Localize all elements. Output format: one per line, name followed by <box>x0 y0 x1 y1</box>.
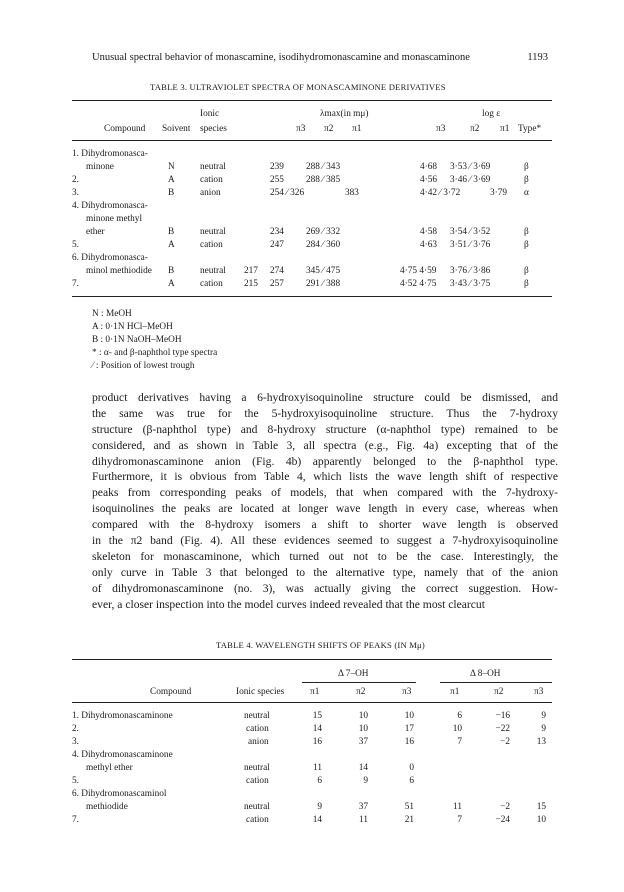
t3-row4-loge3: 4·58 <box>420 227 438 237</box>
t4-row1-a1: 15 <box>312 711 322 721</box>
t4-row4-species: neutral <box>244 763 270 773</box>
t3-row2-loge2: 3·46 ⁄ 3·69 <box>450 175 491 185</box>
t3-row3-loge1: 3·79 <box>490 188 508 198</box>
paragraph-line-8: isoquinolines the peaks are located at longer wave length in every case, whereas when <box>92 502 558 516</box>
t3-row7-compound: 7. <box>72 279 79 289</box>
t4-head-b2: π2 <box>494 687 504 697</box>
t3-row7-extra: 215 <box>244 279 258 289</box>
paragraph-line-7: peaks from corresponding peaks of models, that when compared with the 7-hydroxy- <box>92 486 558 500</box>
t4-row1-a3: 10 <box>404 711 414 721</box>
t4-row2-a1: 14 <box>312 724 322 734</box>
t4-row2-species: cation <box>246 724 269 734</box>
t3-head-pi3b: π3 <box>436 124 446 134</box>
t4-row6-a3: 51 <box>404 802 414 812</box>
t3-row6-compound-cont: minol methiodide <box>86 266 152 276</box>
t3-row4-species: neutral <box>200 227 226 237</box>
t3-row2-compound: 2. <box>72 175 79 185</box>
t4-row7-a2: 11 <box>359 815 368 825</box>
t3-note-1: N : MeOH <box>92 309 132 319</box>
paragraph-line-10: in the π2 band (Fig. 4). All these evidences seemed to suggest a 7-hydroxyisoquinoline <box>92 534 558 548</box>
t3-row4-loge2: 3·54 ⁄ 3·52 <box>450 227 491 237</box>
table4-head-rule <box>72 702 552 703</box>
t4-row2-a2: 10 <box>358 724 368 734</box>
t3-row5-solvent: A <box>168 240 175 250</box>
t3-row5-species: cation <box>200 240 223 250</box>
paragraph-line-2: the same was true for the 5-hydroxyisoquinoline structure. Thus the 7-hydroxy <box>92 406 558 420</box>
t4-head-compound: Compound <box>150 687 192 697</box>
t4-row1-b3: 9 <box>541 711 546 721</box>
t3-row5-pi2: 284 ⁄ 360 <box>306 240 341 250</box>
t3-row2-pi3: 255 <box>270 175 284 185</box>
t4-row3-a3: 16 <box>404 737 414 747</box>
t4-row3-b1: 7 <box>457 737 462 747</box>
t3-row5-pi3: 247 <box>270 240 284 250</box>
t3-row4-pi3: 234 <box>270 227 284 237</box>
t3-head-pi1b: π1 <box>500 124 510 134</box>
t3-row5-type: β <box>524 240 529 250</box>
t4-row3-compound: 3. <box>72 737 79 747</box>
t4-row5-compound: 5. <box>72 776 79 786</box>
t4-row5-a1: 6 <box>317 776 322 786</box>
t4-row6-a2: 37 <box>358 802 368 812</box>
t4-row7-b1: 7 <box>457 815 462 825</box>
t4-head-group8: Δ 8–OH <box>470 669 501 679</box>
running-title: Unusual spectral behavior of monascamine, isodihydromonascamine and monascaminone <box>92 52 470 63</box>
t3-row5-compound: 5. <box>72 240 79 250</box>
t4-row7-species: cation <box>246 815 269 825</box>
t4-row6-b2: −2 <box>500 802 510 812</box>
t3-row7-solvent: A <box>168 279 175 289</box>
t4-head-group7: Δ 7–OH <box>338 669 369 679</box>
paragraph-line-3: structure (β-naphthol type) and 8-hydroxy structure (α-naphthol type) remained to be <box>92 422 558 436</box>
t4-row4-a3: 0 <box>409 763 414 773</box>
t3-row3-species: anion <box>200 188 221 198</box>
t4-head-ionic: Ionic species <box>236 687 285 697</box>
paragraph-line-5: dihydromonascaminone anion (Fig. 4b) apparently belonged to the β-naphthol type. <box>92 454 558 468</box>
t3-row6-pi2: 345 ⁄ 475 <box>306 266 341 276</box>
paragraph-line-13: of dihydromonascaminone (no. 3), was actually giving the correct suggestion. How- <box>92 581 558 595</box>
t3-row3-solvent: B <box>168 188 175 198</box>
t3-row4-solvent: B <box>168 227 175 237</box>
running-header <box>92 52 548 63</box>
t3-row6-solvent: B <box>168 266 175 276</box>
t3-row1-compound: 1. Dihydromonasca- <box>72 149 148 159</box>
t3-row7-pi3: 257 <box>270 279 284 289</box>
t4-row1-species: neutral <box>244 711 270 721</box>
table3-bottom-rule <box>72 296 552 297</box>
t4-row4-compound: 4. Dihydromonascaminone <box>72 750 173 760</box>
t3-row7-species: cation <box>200 279 223 289</box>
t3-row5-loge3: 4·63 <box>420 240 438 250</box>
t3-row6-loge3: 4·75 4·59 <box>400 266 437 276</box>
t4-row6-species: neutral <box>244 802 270 812</box>
t4-row4-a2: 14 <box>358 763 368 773</box>
t4-row7-a1: 14 <box>312 815 322 825</box>
t4-row7-b2: −24 <box>495 815 510 825</box>
t3-row2-type: β <box>524 175 529 185</box>
t3-row6-loge2: 3·76 ⁄ 3·86 <box>450 266 491 276</box>
t4-row6-compound: 6. Dihydromonascaminol <box>72 789 167 799</box>
t3-row1-pi2: 288 ⁄ 343 <box>306 162 341 172</box>
t4-row2-b2: −22 <box>495 724 510 734</box>
t3-row3-loge3: 4·42 ⁄ 3·72 <box>420 188 461 198</box>
t4-row4-compound-cont: methyl ether <box>86 763 133 773</box>
t3-note-5: ⁄ : Position of lowest trough <box>92 361 195 371</box>
t3-row1-loge3: 4·68 <box>420 162 438 172</box>
t3-row1-pi3: 239 <box>270 162 284 172</box>
t3-row7-loge3: 4·52 4·75 <box>400 279 437 289</box>
t4-row1-compound: 1. Dihydromonascaminone <box>72 711 173 721</box>
t3-row4-compound-cont2: ether <box>86 227 105 237</box>
t3-row3-compound: 3. <box>72 188 79 198</box>
t4-row7-compound: 7. <box>72 815 79 825</box>
t4-head-a2: π2 <box>356 687 366 697</box>
t3-head-pi1: π1 <box>352 124 362 134</box>
paragraph-line-12: only curve in Table 3 that belonged to the alternative type, namely that of the anion <box>92 565 558 579</box>
t4-row2-compound: 2. <box>72 724 79 734</box>
t3-row6-species: neutral <box>200 266 226 276</box>
t3-head-lambda: λmax(in mμ) <box>320 109 369 119</box>
t3-row2-pi2: 288 ⁄ 385 <box>306 175 341 185</box>
table3-caption: TABLE 3. ULTRAVIOLET SPECTRA OF MONASCAMINONE DERIVATIVES <box>150 82 446 92</box>
t3-row1-compound-cont: minone <box>86 162 114 172</box>
t3-row6-compound: 6. Dihydromonasca- <box>72 253 148 263</box>
t3-row2-solvent: A <box>168 175 175 185</box>
t4-row6-b1: 11 <box>453 802 462 812</box>
t3-row3-type: α <box>524 188 529 198</box>
t3-row3-pi3: 254 ⁄ 326 <box>270 188 305 198</box>
t4-row5-a2: 9 <box>363 776 368 786</box>
t3-head-pi3: π3 <box>296 124 306 134</box>
t4-row2-a3: 17 <box>404 724 414 734</box>
t3-head-loge: log ε <box>482 109 501 119</box>
t3-row6-extra: 217 <box>244 266 258 276</box>
t4-row2-b3: 9 <box>541 724 546 734</box>
t4-row1-a2: 10 <box>358 711 368 721</box>
t4-row6-b3: 15 <box>536 802 546 812</box>
t4-row3-a1: 16 <box>312 737 322 747</box>
t4-head-a3: π3 <box>402 687 412 697</box>
t4-row4-a1: 11 <box>313 763 322 773</box>
paragraph-line-14: ever, a closer inspection into the model curves indeed revealed that the most clearcut <box>92 597 485 611</box>
table3-top-rule <box>72 100 552 101</box>
t3-row1-solvent: N <box>168 162 175 172</box>
table3-head-rule <box>72 140 552 141</box>
page-number: 1193 <box>527 52 548 63</box>
paragraph-line-1: product derivatives having a 6-hydroxyisoquinoline structure could be dismissed, and <box>92 391 558 404</box>
t4-group7-rule <box>302 682 416 683</box>
paragraph-line-6: Furthermore, it is obvious from Table 4, which lists the wave length shift of respective <box>92 470 558 484</box>
paragraph-line-9: compared with the 8-hydroxy isomers a shift to shorter wave length is observed <box>92 518 558 532</box>
t4-row3-b2: −2 <box>500 737 510 747</box>
t3-row6-type: β <box>524 266 529 276</box>
t4-row7-b3: 10 <box>536 815 546 825</box>
t3-row4-type: β <box>524 227 529 237</box>
t3-head-type: Type* <box>518 124 542 134</box>
t4-row3-species: anion <box>248 737 269 747</box>
t3-note-4: * : α- and β-naphthol type spectra <box>92 348 218 358</box>
t3-head-pi2: π2 <box>324 124 334 134</box>
t3-row6-pi3: 274 <box>270 266 284 276</box>
t3-head-compound: Compound <box>104 124 146 134</box>
t3-row2-species: cation <box>200 175 223 185</box>
t3-row2-loge3: 4·56 <box>420 175 438 185</box>
t4-row5-a3: 6 <box>409 776 414 786</box>
t3-head-solvent: Soivent <box>162 124 191 134</box>
t3-note-3: B : 0·1N NaOH–MeOH <box>92 335 182 345</box>
t3-head-species: species <box>200 124 227 134</box>
t3-row4-compound-cont: minone methyl <box>86 214 143 224</box>
t4-row1-b1: 6 <box>457 711 462 721</box>
t3-head-ionic: Ionic <box>200 109 220 119</box>
t4-head-b3: π3 <box>534 687 544 697</box>
t3-row3-pi1: 383 <box>345 188 359 198</box>
body-paragraph <box>92 390 558 612</box>
table4-caption: TABLE 4. WAVELENGTH SHIFTS OF PEAKS (IN Mμ) <box>216 640 425 650</box>
t4-row7-a3: 21 <box>404 815 414 825</box>
t4-row1-b2: −16 <box>495 711 510 721</box>
t3-head-pi2b: π2 <box>470 124 480 134</box>
t3-row4-compound: 4. Dihydromonasca- <box>72 201 148 211</box>
t3-row7-loge2: 3·43 ⁄ 3·75 <box>450 279 491 289</box>
table4-top-rule <box>72 659 552 660</box>
t4-row5-species: cation <box>246 776 269 786</box>
t3-row1-loge2: 3·53 ⁄ 3·69 <box>450 162 491 172</box>
t4-row3-b3: 13 <box>536 737 546 747</box>
t3-note-2: A : 0·1N HCl–MeOH <box>92 322 173 332</box>
t4-row3-a2: 37 <box>358 737 368 747</box>
t4-head-b1: π1 <box>450 687 460 697</box>
t3-row1-type: β <box>524 162 529 172</box>
t4-head-a1: π1 <box>310 687 320 697</box>
t3-row1-species: neutral <box>200 162 226 172</box>
t4-group8-rule <box>440 682 552 683</box>
t3-row7-type: β <box>524 279 529 289</box>
t3-row4-pi2: 269 ⁄ 332 <box>306 227 341 237</box>
t3-row7-pi2: 291 ⁄ 388 <box>306 279 341 289</box>
t4-row2-b1: 10 <box>452 724 462 734</box>
paragraph-line-11: skeleton for monascaminone, which turned out not to be the case. Interestingly, the <box>92 549 558 563</box>
t4-row6-compound-cont: methiodide <box>86 802 128 812</box>
paragraph-line-4: considered, and as shown in Table 3, all spectra (e.g., Fig. 4a) excepting that of the <box>92 438 558 452</box>
t3-row5-loge2: 3·51 ⁄ 3·76 <box>450 240 491 250</box>
t4-row6-a1: 9 <box>317 802 322 812</box>
